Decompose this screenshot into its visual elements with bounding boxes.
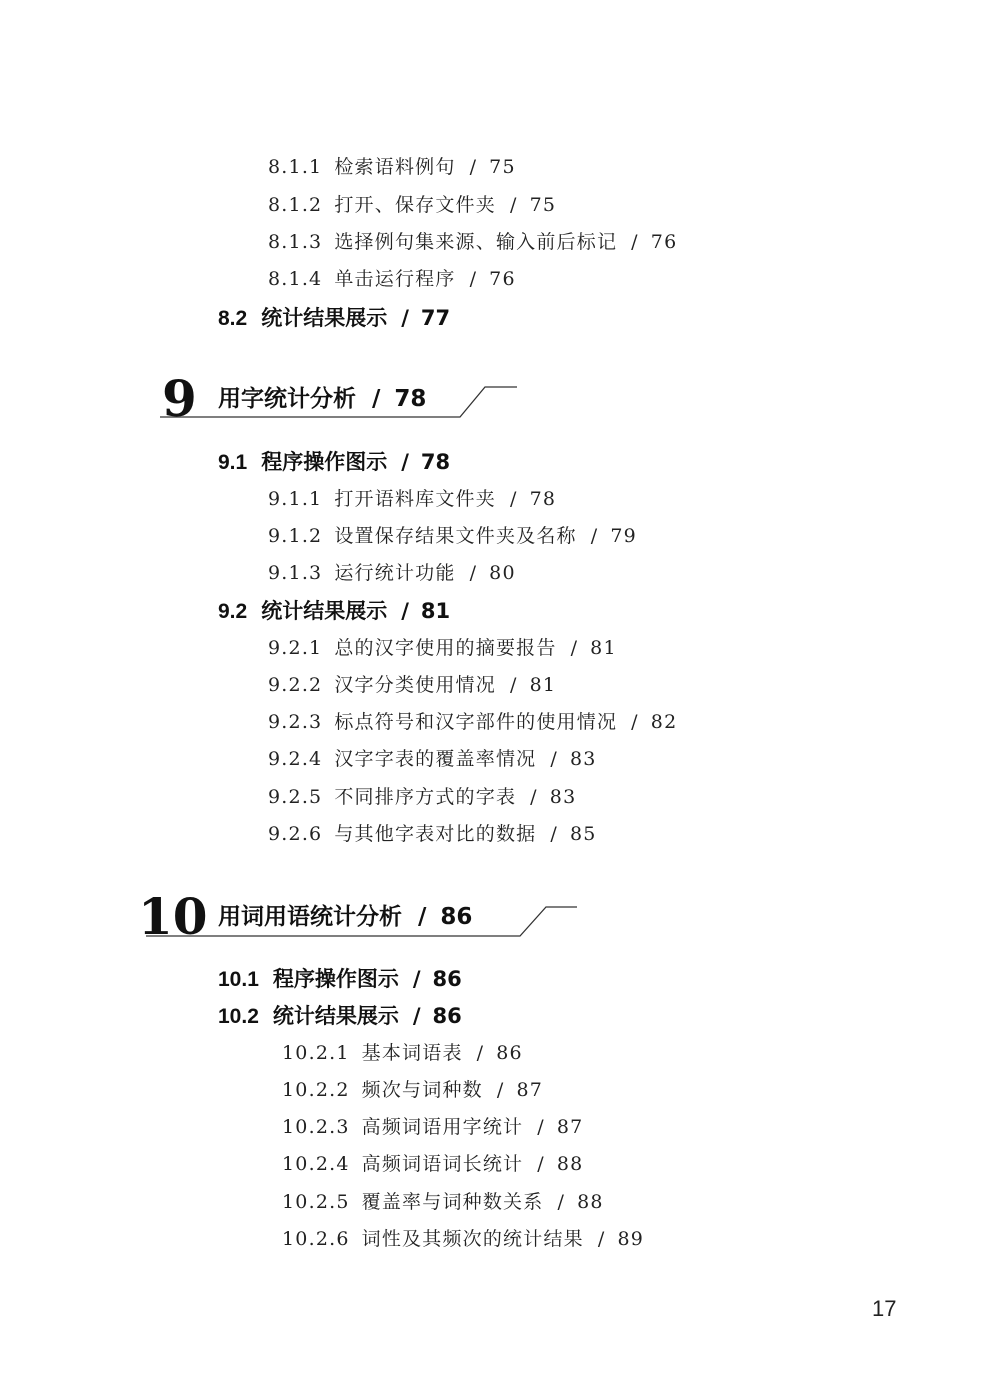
entry-title: 单击运行程序 xyxy=(334,268,456,290)
entry-title: 覆盖率与词种数关系 xyxy=(361,1191,544,1213)
chapter-page: 78 xyxy=(394,386,427,412)
entry-number: 8.1.1 xyxy=(268,156,323,178)
entry-number: 9.2.2 xyxy=(268,674,323,696)
entry-number: 9.2 xyxy=(218,600,248,623)
entry-title: 统计结果展示 xyxy=(261,599,388,623)
chapter-9-heading[interactable] xyxy=(160,370,520,430)
chapter-10-heading[interactable] xyxy=(138,886,580,946)
entry-title: 统计结果展示 xyxy=(261,306,388,330)
entry-number: 10.2.5 xyxy=(282,1191,350,1213)
entry-title: 基本词语表 xyxy=(361,1042,463,1064)
entry-page: 75 xyxy=(529,194,557,216)
toc-entry-9-2-6[interactable] xyxy=(268,825,597,844)
entry-number: 10.2 xyxy=(218,1005,259,1028)
entry-page: 89 xyxy=(617,1228,645,1250)
entry-separator: / xyxy=(550,823,558,845)
entry-page: 80 xyxy=(489,562,516,584)
entry-number: 8.1.3 xyxy=(268,231,323,253)
entry-title: 运行统计功能 xyxy=(334,562,456,584)
entry-number: 8.1.2 xyxy=(268,194,323,216)
entry-page: 81 xyxy=(420,599,451,623)
toc-entry-10-2-4[interactable] xyxy=(282,1155,583,1174)
entry-number: 9.2.5 xyxy=(268,786,323,808)
entry-title: 设置保存结果文件夹及名称 xyxy=(334,525,577,547)
toc-entry-9-2-4[interactable] xyxy=(268,750,597,769)
entry-number: 9.1 xyxy=(218,451,248,474)
entry-page: 81 xyxy=(529,674,557,696)
entry-title: 标点符号和汉字部件的使用情况 xyxy=(334,711,618,733)
entry-separator: / xyxy=(469,156,478,178)
entry-page: 88 xyxy=(556,1153,584,1175)
toc-entry-10-2-6[interactable] xyxy=(282,1230,644,1249)
entry-page: 76 xyxy=(650,231,678,253)
entry-title: 总的汉字使用的摘要报告 xyxy=(334,637,557,659)
toc-entry-10-2-3[interactable] xyxy=(282,1118,583,1137)
entry-page: 88 xyxy=(577,1191,604,1213)
entry-separator: / xyxy=(570,637,579,659)
page-number: 17 xyxy=(872,1296,897,1321)
entry-separator: / xyxy=(631,711,639,733)
toc-entry-8-1-2[interactable] xyxy=(268,196,556,215)
entry-number: 9.1.2 xyxy=(268,525,323,547)
entry-page: 81 xyxy=(590,637,617,659)
chapter-title: 用词用语统计分析 xyxy=(218,904,402,930)
entry-separator: / xyxy=(412,967,421,991)
entry-number: 10.2.4 xyxy=(282,1153,350,1175)
toc-entry-9-1-2[interactable] xyxy=(268,527,637,546)
entry-number: 9.2.4 xyxy=(268,748,323,770)
toc-entry-10-2[interactable] xyxy=(218,1006,462,1027)
entry-title: 统计结果展示 xyxy=(272,1004,399,1028)
toc-entry-9-2-5[interactable] xyxy=(268,788,576,807)
chapter-number: 10 xyxy=(138,887,208,946)
entry-separator: / xyxy=(557,1191,566,1213)
chapter-title: 用字统计分析 xyxy=(218,386,356,412)
entry-page: 79 xyxy=(610,525,637,547)
entry-number: 9.2.3 xyxy=(268,711,323,733)
entry-number: 10.2.2 xyxy=(282,1079,350,1101)
entry-title: 选择例句集来源、输入前后标记 xyxy=(334,231,618,253)
toc-entry-10-2-5[interactable] xyxy=(282,1193,604,1212)
entry-page: 86 xyxy=(432,1004,462,1028)
entry-separator: / xyxy=(590,525,599,547)
entry-separator: / xyxy=(496,1079,505,1101)
entry-separator: / xyxy=(509,194,518,216)
entry-number: 10.2.3 xyxy=(282,1116,350,1138)
entry-page: 87 xyxy=(516,1079,544,1101)
chapter-title-line xyxy=(218,388,426,411)
entry-number: 8.1.4 xyxy=(268,268,323,290)
entry-page: 77 xyxy=(420,306,451,330)
entry-separator: / xyxy=(469,268,478,290)
entry-page: 85 xyxy=(569,823,597,845)
toc-entry-9-2-1[interactable] xyxy=(268,639,617,658)
entry-separator: / xyxy=(631,231,639,253)
entry-title: 不同排序方式的字表 xyxy=(334,786,517,808)
entry-number: 10.2.1 xyxy=(282,1042,350,1064)
entry-page: 75 xyxy=(489,156,516,178)
entry-title: 打开语料库文件夹 xyxy=(334,488,496,510)
entry-number: 9.2.1 xyxy=(268,637,323,659)
toc-entry-10-1[interactable] xyxy=(218,969,462,990)
entry-separator: / xyxy=(401,450,409,474)
entry-separator: / xyxy=(509,488,518,510)
entry-separator: / xyxy=(597,1228,606,1250)
entry-title: 高频词语词长统计 xyxy=(361,1153,524,1175)
entry-page: 87 xyxy=(556,1116,584,1138)
entry-page: 86 xyxy=(432,967,462,991)
entry-separator: / xyxy=(401,306,409,330)
entry-page: 78 xyxy=(529,488,557,510)
entry-title: 程序操作图示 xyxy=(272,967,399,991)
chapter-number: 9 xyxy=(162,369,197,428)
entry-separator: / xyxy=(401,599,409,623)
toc-entry-9-2-3[interactable] xyxy=(268,713,677,732)
entry-separator: / xyxy=(550,748,558,770)
toc-entry-9-1[interactable] xyxy=(218,452,450,473)
entry-separator: / xyxy=(469,562,478,584)
entry-number: 9.1.3 xyxy=(268,562,323,584)
entry-page: 83 xyxy=(569,748,597,770)
entry-number: 9.1.1 xyxy=(268,488,323,510)
entry-number: 8.2 xyxy=(218,307,248,330)
entry-number: 10.2.6 xyxy=(282,1228,350,1250)
entry-separator: / xyxy=(537,1116,545,1138)
toc-entry-8-1-3[interactable] xyxy=(268,233,677,252)
entry-title: 词性及其频次的统计结果 xyxy=(361,1228,584,1250)
entry-title: 检索语料例句 xyxy=(334,156,456,178)
toc-entry-9-2[interactable] xyxy=(218,601,450,622)
toc-entry-8-1-4[interactable] xyxy=(268,270,516,289)
entry-page: 76 xyxy=(489,268,516,290)
entry-title: 频次与词种数 xyxy=(361,1079,483,1101)
toc-entry-8-2[interactable] xyxy=(218,308,450,329)
entry-title: 与其他字表对比的数据 xyxy=(334,823,537,845)
entry-separator: / xyxy=(530,786,538,808)
entry-page: 82 xyxy=(650,711,678,733)
toc-entry-10-2-1[interactable] xyxy=(282,1044,523,1063)
entry-page: 78 xyxy=(420,450,451,474)
entry-title: 高频词语用字统计 xyxy=(361,1116,524,1138)
entry-title: 汉字字表的覆盖率情况 xyxy=(334,748,537,770)
entry-separator: / xyxy=(372,386,381,412)
toc-entry-9-1-3[interactable] xyxy=(268,564,516,583)
toc-entry-10-2-2[interactable] xyxy=(282,1081,543,1100)
entry-separator: / xyxy=(412,1004,421,1028)
toc-entry-8-1-1[interactable] xyxy=(268,158,516,177)
entry-title: 汉字分类使用情况 xyxy=(334,674,496,696)
entry-separator: / xyxy=(418,904,427,930)
entry-number: 10.1 xyxy=(218,968,259,991)
entry-page: 86 xyxy=(496,1042,523,1064)
toc-entry-9-2-2[interactable] xyxy=(268,676,556,695)
toc-entry-9-1-1[interactable] xyxy=(268,490,556,509)
chapter-page: 86 xyxy=(440,904,473,930)
entry-title: 程序操作图示 xyxy=(261,450,388,474)
entry-page: 83 xyxy=(549,786,577,808)
entry-separator: / xyxy=(476,1042,485,1064)
entry-separator: / xyxy=(509,674,518,696)
entry-title: 打开、保存文件夹 xyxy=(334,194,496,216)
chapter-title-line xyxy=(218,906,472,929)
entry-number: 9.2.6 xyxy=(268,823,323,845)
entry-separator: / xyxy=(537,1153,545,1175)
